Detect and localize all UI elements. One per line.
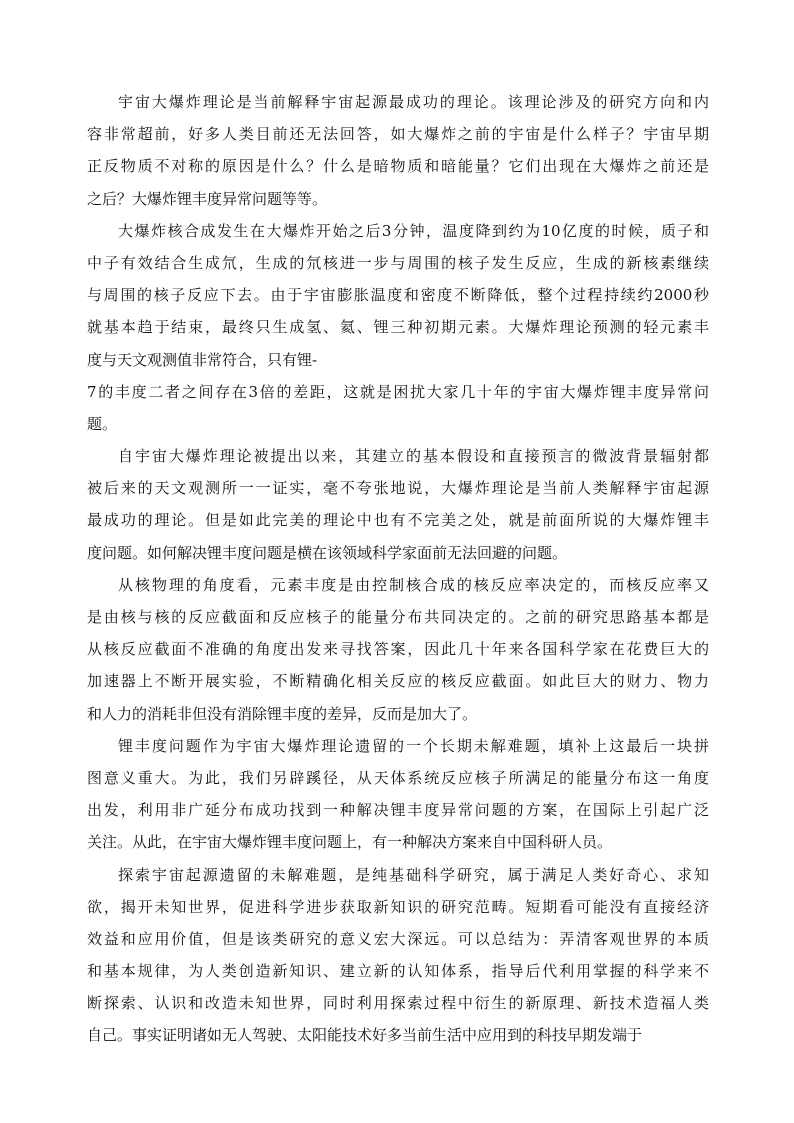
- paragraph-line: 度问题。如何解决锂丰度问题是横在该领域科学家面前无法回避的问题。: [87, 543, 568, 562]
- paragraph-line: 图意义重大。为此，我们另辟蹊径，从天体系统反应核子所满足的能量分布这一角度: [87, 768, 709, 787]
- paragraph-line: 探索宇宙起源遗留的未解难题，是纯基础科学研究，属于满足人类好奇心、求知: [118, 865, 709, 884]
- paragraph-line: 正反物质不对称的原因是什么？什么是暗物质和暗能量？它们出现在大爆炸之前还是: [87, 157, 709, 176]
- paragraph-line: 和人力的消耗非但没有消除锂丰度的差异，反而是加大了。: [87, 704, 478, 723]
- paragraph-line: 被后来的天文观测所一一证实，毫不夸张地说，大爆炸理论是当前人类解释宇宙起源: [87, 479, 709, 498]
- paragraph: [87, 569, 709, 730]
- paragraph-line: 出发，利用非广延分布成功找到一种解决锂丰度异常问题的方案，在国际上引起广泛: [87, 801, 709, 820]
- paragraph-line: 自宇宙大爆炸理论被提出以来，其建立的基本假设和直接预言的微波背景辐射都: [118, 447, 709, 466]
- paragraph: [87, 730, 709, 859]
- paragraph-line: 断探索、认识和改造未知世界，同时利用探索过程中衍生的新原理、新技术造福人类: [87, 994, 709, 1013]
- paragraph-line: 从核反应截面不准确的角度出发来寻找答案，因此几十年来各国科学家在花费巨大的: [87, 640, 709, 659]
- paragraph-line: 加速器上不断开展实验，不断精确化相关反应的核反应截面。如此巨大的财力、物力: [87, 672, 709, 691]
- paragraph: [87, 86, 709, 215]
- paragraph-line: 大爆炸核合成发生在大爆炸开始之后3分钟，温度降到约为10亿度的时候，质子和: [118, 221, 709, 240]
- paragraph-line: 中子有效结合生成氘，生成的氘核进一步与周围的核子发生反应，生成的新核素继续: [87, 253, 709, 272]
- paragraph-line: 度与天文观测值非常符合，只有锂-: [87, 350, 318, 369]
- paragraph-line: 最成功的理论。但是如此完美的理论中也有不完美之处，就是前面所说的大爆炸锂丰: [87, 511, 709, 530]
- paragraph: [87, 859, 709, 1052]
- paragraph-line: 自己。事实证明诸如无人驾驶、太阳能技术好多当前生活中应用到的科技早期发端于: [87, 1026, 643, 1045]
- paragraph-line: 关注。从此，在宇宙大爆炸锂丰度问题上，有一种解决方案来自中国科研人员。: [87, 833, 613, 852]
- paragraph-line: 题。: [87, 414, 118, 433]
- paragraph-line: 从核物理的角度看，元素丰度是由控制核合成的核反应率决定的，而核反应率又: [118, 575, 709, 594]
- article-body: [87, 86, 709, 1052]
- paragraph-line: 是由核与核的反应截面和反应核子的能量分布共同决定的。之前的研究思路基本都是: [87, 608, 709, 626]
- paragraph-line: 效益和应用价值，但是该类研究的意义宏大深远。可以总结为：弄清客观世界的本质: [87, 929, 709, 948]
- paragraph-line: 之后？大爆炸锂丰度异常问题等等。: [87, 189, 328, 208]
- paragraph-line: 7的丰度二者之间存在3倍的差距，这就是困扰大家几十年的宇宙大爆炸锂丰度异常问: [87, 382, 709, 401]
- paragraph: [87, 440, 709, 569]
- paragraph-line: 与周围的核子反应下去。由于宇宙膨胀温度和密度不断降低，整个过程持续约2000秒: [87, 286, 709, 305]
- paragraph-line: 欲，揭开未知世界，促进科学进步获取新知识的研究范畴。短期看可能没有直接经济: [87, 897, 709, 916]
- paragraph: [87, 215, 709, 440]
- paragraph-line: 容非常超前，好多人类目前还无法回答，如大爆炸之前的宇宙是什么样子？宇宙早期: [87, 125, 709, 144]
- paragraph-line: 锂丰度问题作为宇宙大爆炸理论遗留的一个长期未解难题，填补上这最后一块拼: [118, 736, 709, 755]
- paragraph-line: 就基本趋于结束，最终只生成氢、氦、锂三种初期元素。大爆炸理论预测的轻元素丰: [87, 318, 709, 337]
- paragraph-line: 和基本规律，为人类创造新知识、建立新的认知体系，指导后代利用掌握的科学来不: [87, 962, 709, 981]
- paragraph-line: 宇宙大爆炸理论是当前解释宇宙起源最成功的理论。该理论涉及的研究方向和内: [118, 93, 709, 111]
